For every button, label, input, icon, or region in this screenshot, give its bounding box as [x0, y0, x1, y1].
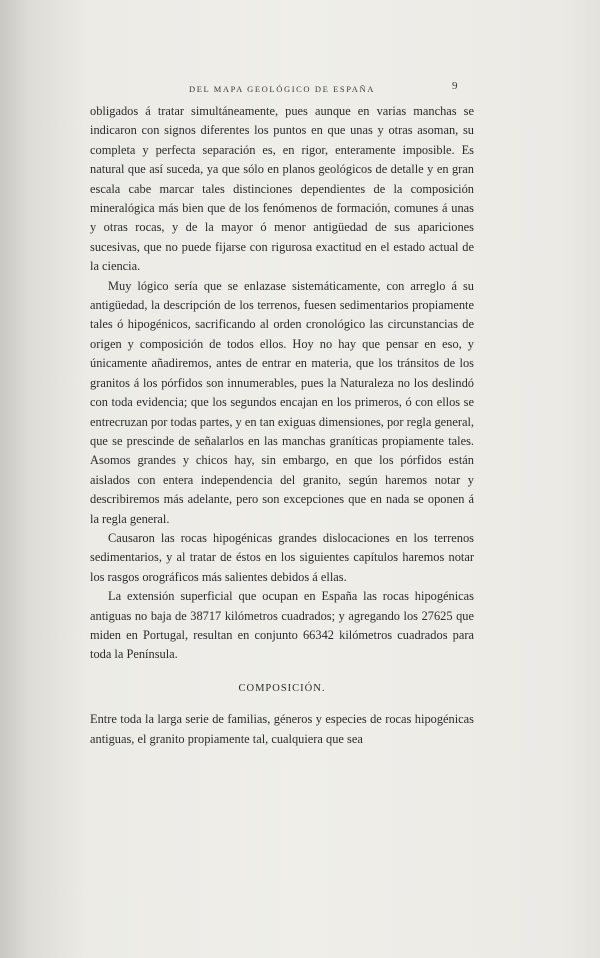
- paragraph: Muy lógico sería que se enlazase sistemáticamente, con arreglo á su antigüedad, la descripción de los terrenos, fuesen sedimentarios propiamente tales ó hipogénicos, sacrificando al orden cronológico las circunstancias de origen y composición de todos ellos. Hoy no hay que pensar en eso, y únicamente añadiremos, antes de entrar en materia, que los tránsitos de los granitos á los pórfidos son innumerables, pues la Naturaleza no los deslindó con toda evidencia; que los segundos encajan en los primeros, ó con ellos se entrecruzan por todas partes, y en tan exiguas dimensiones, por regla general, que se prescinde de señalarlos en las manchas graníticas propiamente tales. Asomos grandes y chicos hay, sin embargo, en que los pórfidos están aislados con entera independencia del granito, según haremos notar y describiremos más adelante, pero son excepciones que en nada se oponen á la regla general.: [90, 278, 474, 526]
- paragraph: La extensión superficial que ocupan en España las rocas hipogénicas antiguas no baja de 38717 kilómetros cuadrados; y agregando los 27625 que miden en Portugal, resultan en conjunto 66342 kilómetros cuadrados para toda la Península.: [90, 589, 474, 662]
- paragraph: Entre toda la larga serie de familias, géneros y especies de rocas hipogénicas antiguas, el granito propiamente tal, cualquiera que sea: [90, 712, 474, 746]
- running-header: DEL MAPA GEOLÓGICO DE ESPAÑA: [188, 84, 375, 94]
- text-body: [90, 102, 474, 749]
- paragraph: obligados á tratar simultáneamente, pues aunque en varias manchas se indicaron con signos diferentes los puntos en que unas y otras asoman, su completa y perfecta separación es, en rigor, enteramente imposible. Es natural que así suceda, ya que sólo en planos geológicos de detalle y en gran escala cabe marcar tales distinciones dependientes de la composición mineralógica más bien que de los fenómenos de formación, comunes á unas y otras rocas, y de la mayor ó menor antigüedad de sus apariciones sucesivas, que no puede fijarse con rigurosa exactitud en el estado actual de la ciencia.: [90, 104, 474, 274]
- paragraph: Causaron las rocas hipogénicas grandes dislocaciones en los terrenos sedimentarios, y al tratar de éstos en los siguientes capítulos haremos notar los rasgos orográficos más salientes debidos á ellas.: [90, 530, 474, 584]
- page-number: 9: [452, 80, 458, 92]
- section-heading: COMPOSICIÓN.: [238, 682, 326, 694]
